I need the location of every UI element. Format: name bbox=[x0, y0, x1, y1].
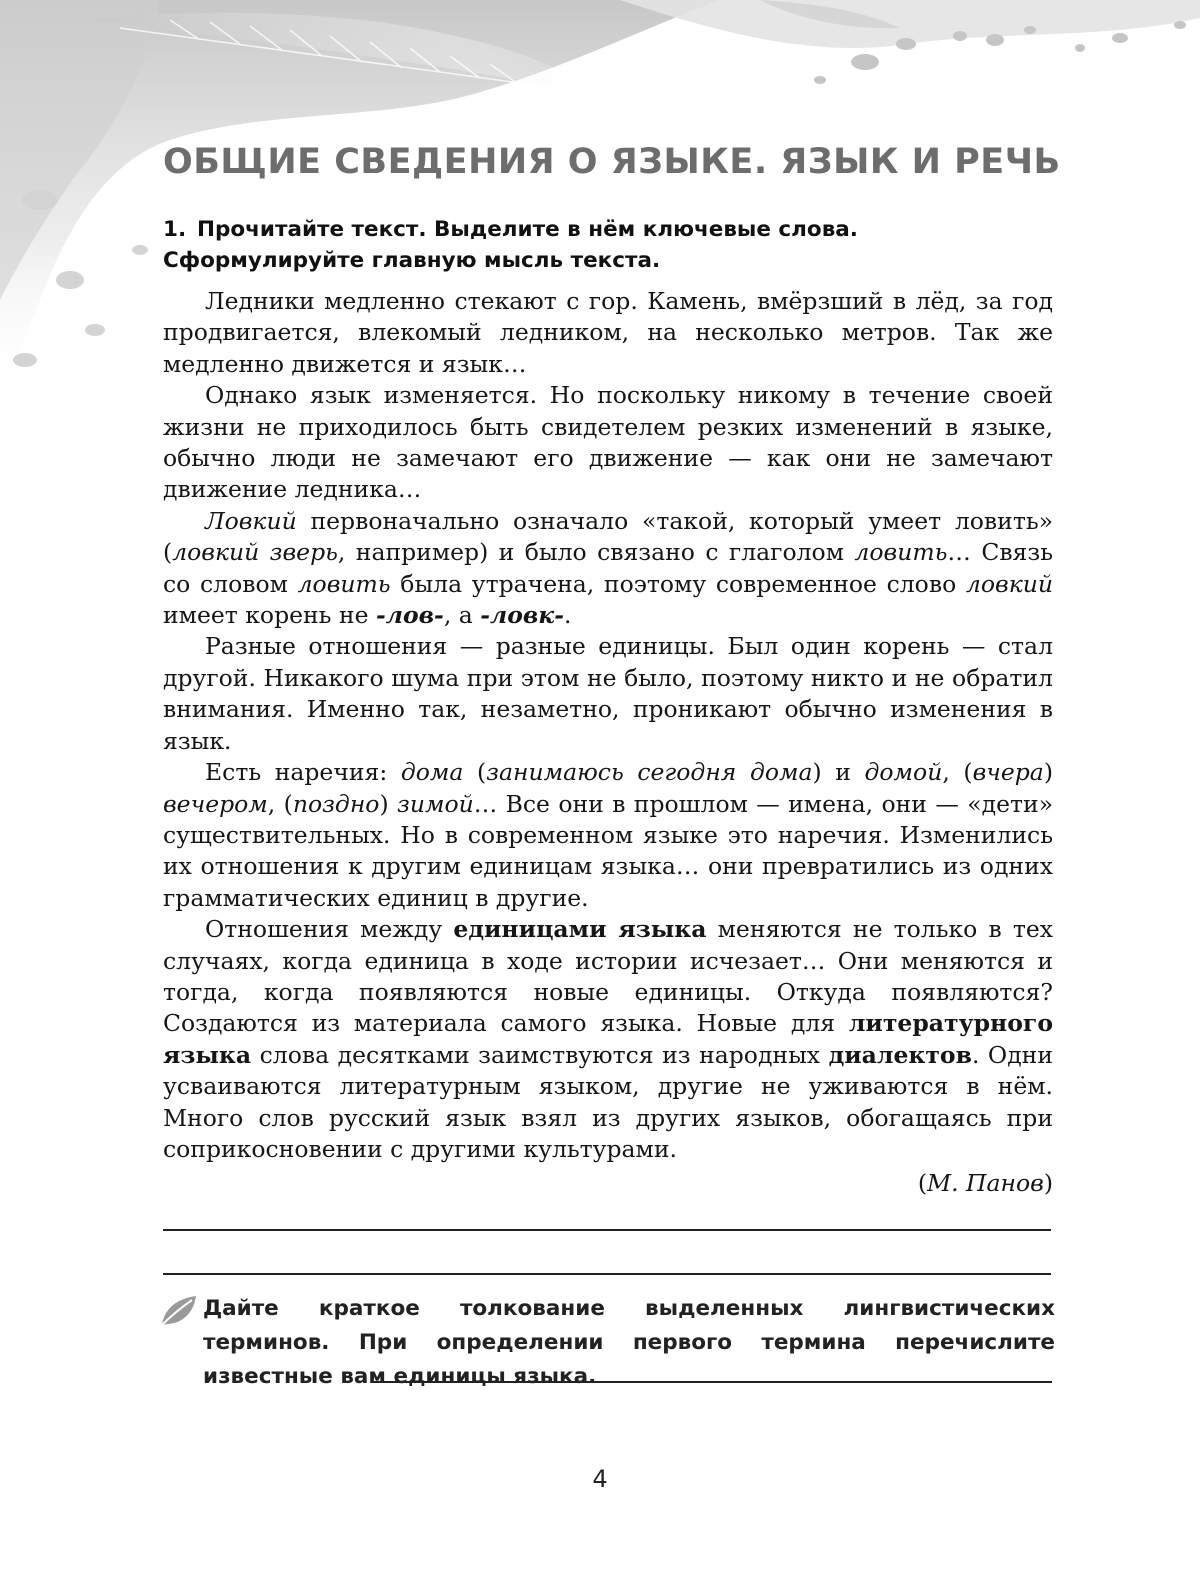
italic-word: Ловкий bbox=[205, 506, 297, 535]
italic-word: ловить bbox=[297, 569, 391, 598]
assignment-note: Дайте краткое толкование выделенных лингвистических терминов. При определении первого термина перечислите известные вам единицы языка. bbox=[203, 1296, 1055, 1389]
task-instruction bbox=[163, 214, 1058, 276]
task-number: 1. bbox=[163, 217, 187, 242]
text-run: , ( bbox=[267, 789, 293, 818]
highlighted-term: диалектов bbox=[828, 1040, 972, 1069]
author-name: М. Панов bbox=[927, 1169, 1044, 1198]
highlighted-term: литературного языка bbox=[163, 1009, 1053, 1069]
text-run: ) bbox=[1043, 1169, 1053, 1198]
paragraph-2: Однако язык изменяется. Но поскольку никому в течение своей жизни не приходилось быть свидетелем резких изменений в языке, обычно люди не замечают его движение — как они не замечают движение ледника… bbox=[163, 381, 1053, 504]
italic-word: домой bbox=[864, 758, 943, 787]
answer-line-1[interactable] bbox=[163, 1229, 1051, 1231]
text-run: меняются не только в тех случаях, когда единица в ходе истории исчезает… Они меняются и тогда, когда появляются новые единицы. Откуда появляются? Создаются из материала самого языка. Новые для bbox=[163, 915, 1054, 1038]
italic-word: дома bbox=[400, 758, 464, 787]
paragraph-6 bbox=[163, 914, 1053, 1165]
italic-word: вечером bbox=[163, 789, 268, 818]
text-run: Есть наречия: bbox=[205, 758, 401, 787]
reading-text bbox=[163, 286, 1053, 1200]
text-run: ( bbox=[463, 758, 487, 787]
paragraph-4: Разные отношения — разные единицы. Был один корень — стал другой. Никакого шума при этом не было, поэтому никто и не обратил внимания. Именно так, незаметно, проникают обычно изменения в язык. bbox=[163, 632, 1053, 755]
text-run: ( bbox=[917, 1169, 928, 1198]
text-run: … Все они в прошлом — имена, они — «дети» существительных. Но в современном языке это наречия. Изменились их отношения к другим единицам языка… они превратились из одних грамматических единиц в другие. bbox=[163, 789, 1054, 912]
italic-word: вчера bbox=[972, 758, 1044, 787]
italic-word: занимаюсь сегодня дома bbox=[486, 758, 813, 787]
italic-word: поздно bbox=[292, 789, 380, 818]
answer-line-3[interactable] bbox=[372, 1381, 1052, 1383]
bold-italic-root: -лов- bbox=[375, 601, 444, 630]
text-run: ) bbox=[1043, 758, 1053, 787]
text-run: … Связь со словом bbox=[163, 538, 1053, 598]
paragraph-1: Ледники медленно стекают с гор. Камень, вмёрзший в лёд, за год продвигается, влекомый ледником, на несколько метров. Так же медленно движется и язык… bbox=[163, 287, 1053, 378]
text-run: ) и bbox=[812, 758, 865, 787]
highlighted-term: единицами языка bbox=[453, 915, 707, 944]
text-run: Отношения между bbox=[205, 915, 454, 944]
italic-word: зимой bbox=[397, 789, 474, 818]
text-run: . Одни усваиваются литературным языком, другие не уживаются в нём. Много слов русский язык взял из других языков, обогащаясь при соприкосновении с другими культурами. bbox=[163, 1040, 1053, 1163]
text-run: была утрачена, поэтому современное слово bbox=[390, 569, 966, 598]
paragraph-5 bbox=[163, 757, 1053, 914]
italic-word: ловить bbox=[854, 538, 948, 567]
text-run: , например) и было связано с глаголом bbox=[337, 538, 855, 567]
text-run: первоначально означало «такой, который умеет ловить» ( bbox=[163, 506, 1053, 567]
page-number: 4 bbox=[592, 1465, 608, 1493]
text-run: . bbox=[563, 601, 572, 630]
italic-word: ловкий зверь bbox=[172, 538, 338, 567]
leaf-icon bbox=[158, 1293, 200, 1329]
bold-italic-root: -ловк- bbox=[480, 601, 564, 630]
answer-line-2[interactable] bbox=[163, 1273, 1051, 1275]
text-run: , а bbox=[443, 601, 481, 630]
text-run: , ( bbox=[942, 758, 973, 787]
paragraph-3 bbox=[163, 506, 1053, 632]
author-attribution bbox=[163, 1168, 1053, 1199]
italic-word: ловкий bbox=[965, 569, 1053, 598]
text-run: слова десятками заимствуются из народных bbox=[251, 1040, 829, 1069]
task-text: Прочитайте текст. Выделите в нём ключевые слова. Сформулируйте главную мысль текста. bbox=[163, 217, 858, 273]
text-run: ) bbox=[379, 789, 398, 818]
page-title: ОБЩИЕ СВЕДЕНИЯ О ЯЗЫКЕ. ЯЗЫК И РЕЧЬ bbox=[163, 142, 1061, 182]
text-run: имеет корень не bbox=[163, 601, 376, 630]
